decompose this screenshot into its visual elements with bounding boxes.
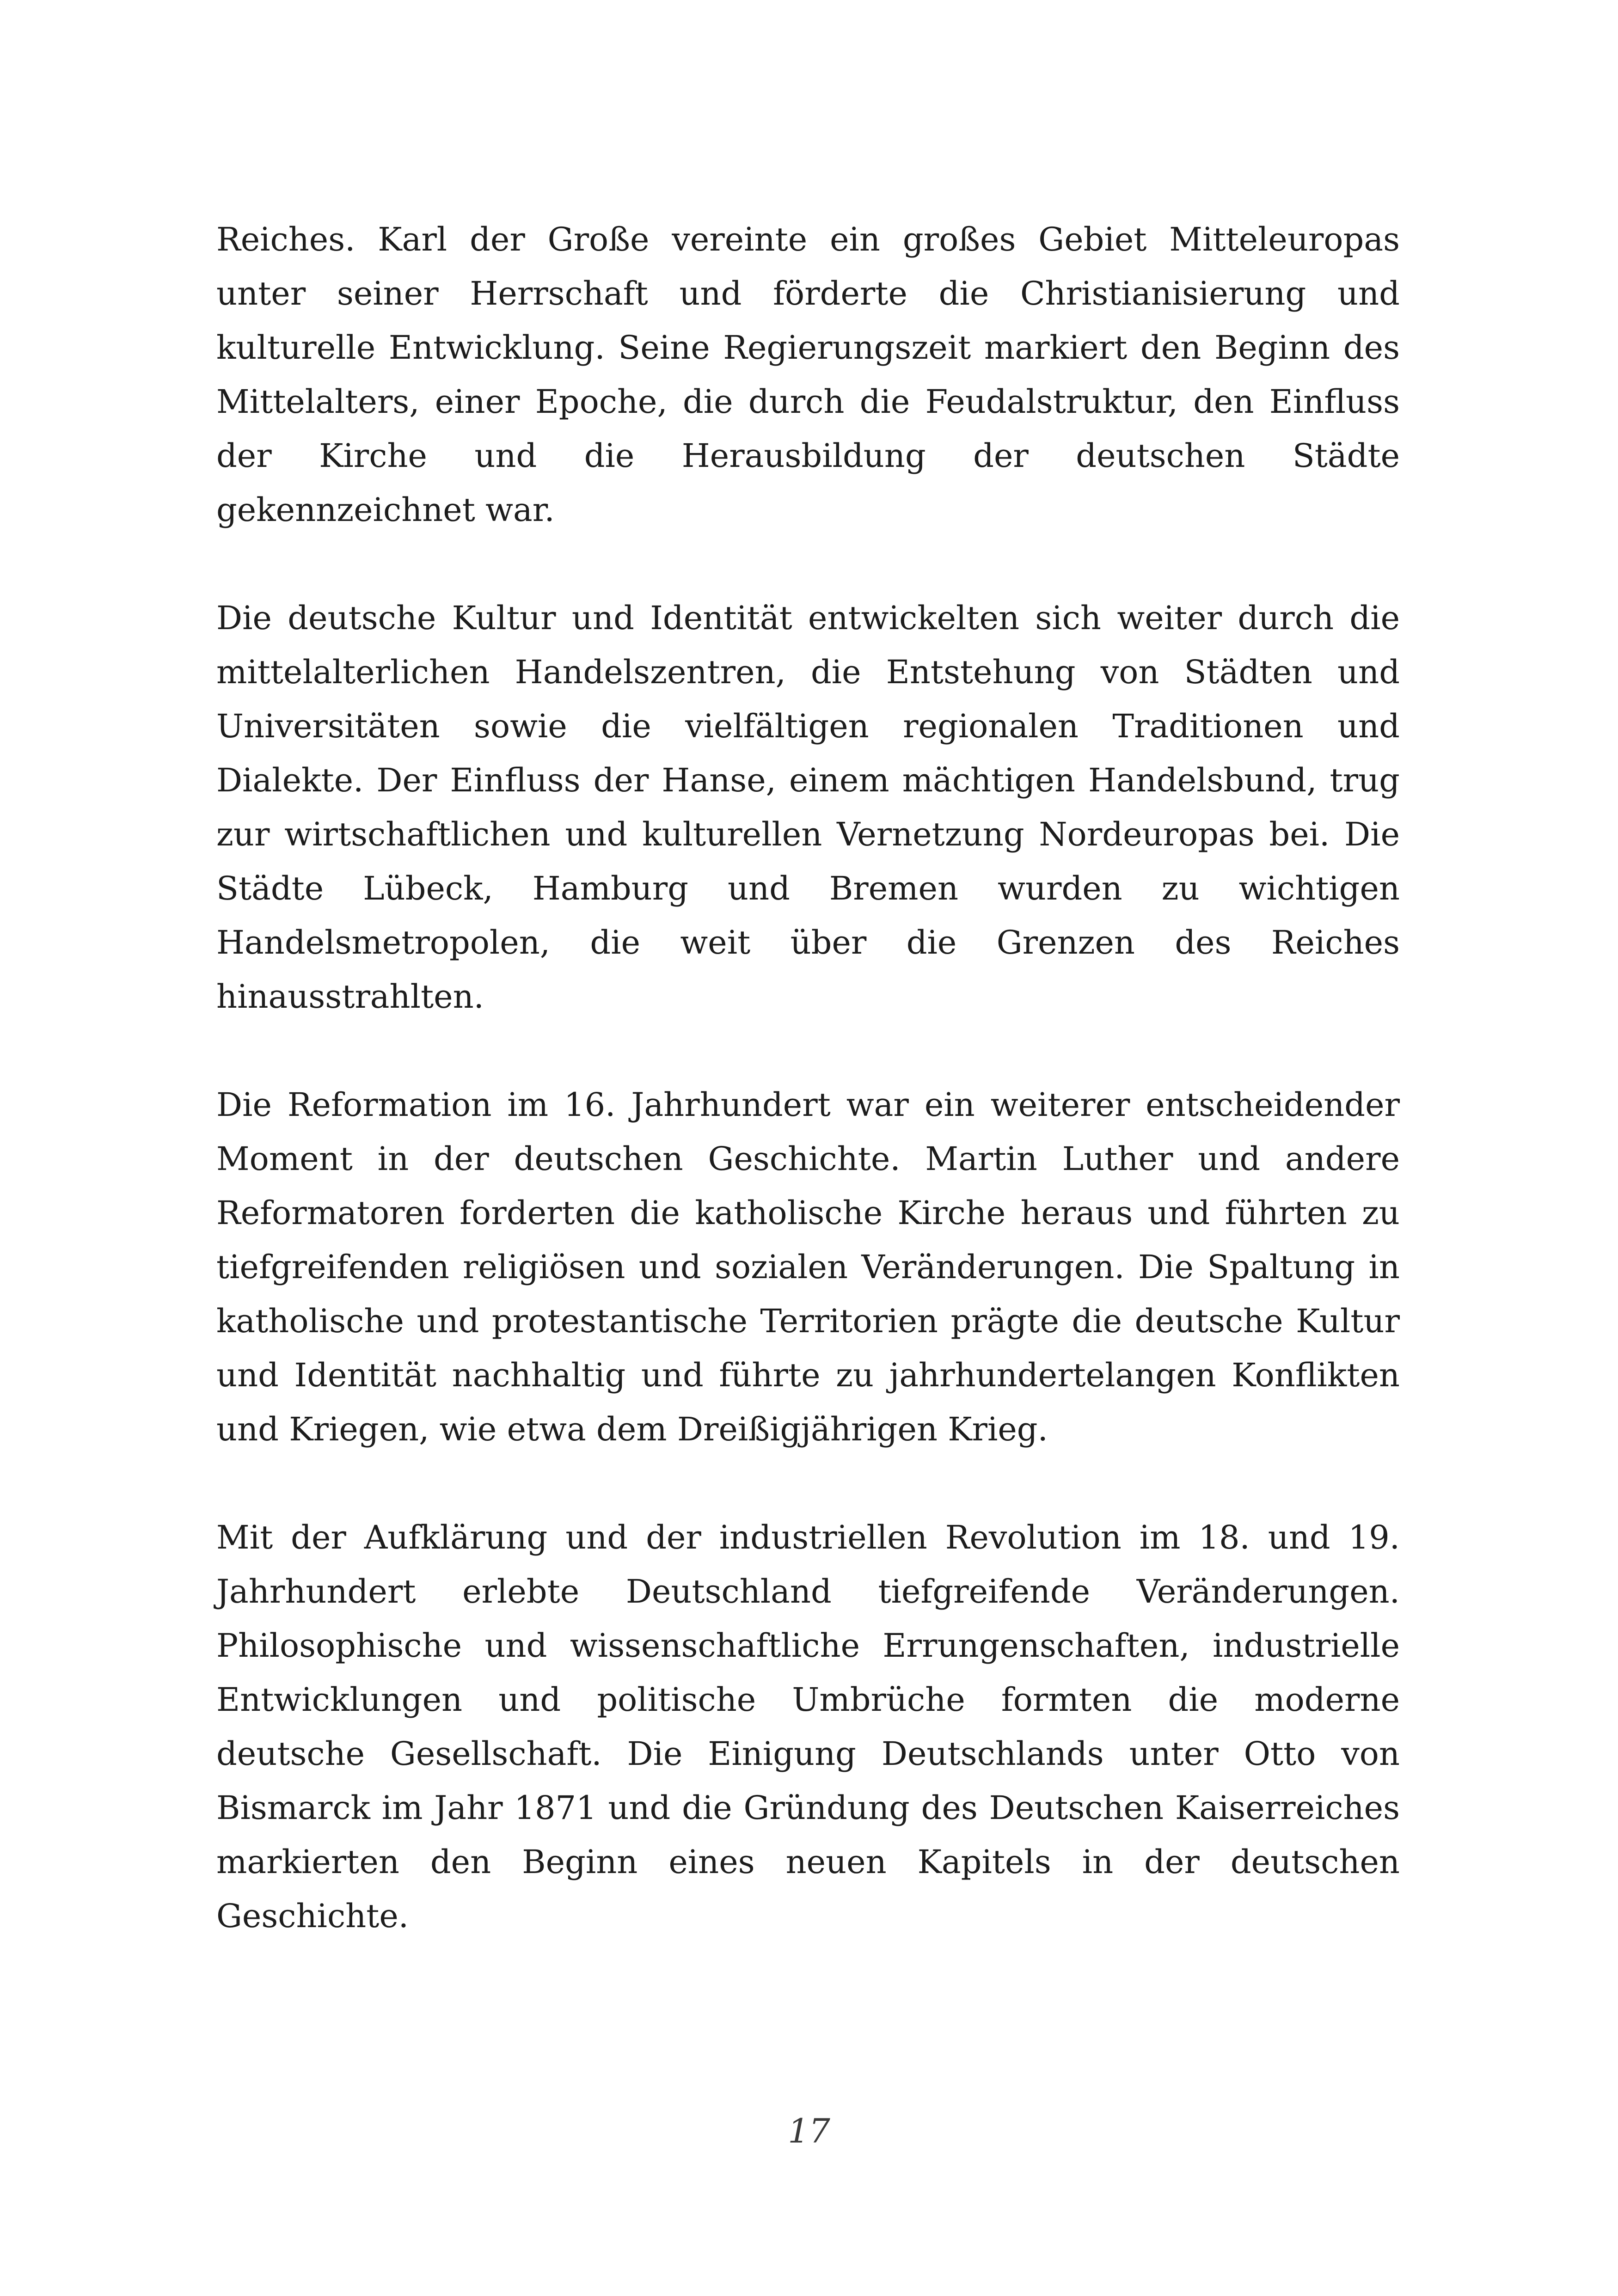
body-text	[216, 213, 1400, 1943]
paragraph-reformation: Die Reformation im 16. Jahrhundert war ein weiterer entscheidender Moment in der deutschen Geschichte. Martin Luther und andere Reformatoren forderten die katholische Kirche heraus und führten zu tiefgreifenden religiösen und sozialen Veränderungen. Die Spaltung in katholische und protestantische Territorien prägte die deutsche Kultur und Identität nachhaltig und führte zu jahrhundertelangen Konflikten und Kriegen, wie etwa dem Dreißigjährigen Krieg.	[216, 1086, 1400, 1448]
paragraph-enlightenment: Mit der Aufklärung und der industriellen Revolution im 18. und 19. Jahrhundert erlebte Deutschland tiefgreifende Veränderungen. Philosophische und wissenschaftliche Errungenschaften, industrielle Entwicklungen und politische Umbrüche formten die moderne deutsche Gesellschaft. Die Einigung Deutschlands unter Otto von Bismarck im Jahr 1871 und die Gründung des Deutschen Kaiserreiches markierten den Beginn eines neuen Kapitels in der deutschen Geschichte.	[216, 1518, 1400, 1935]
paragraph-charlemagne: Reiches. Karl der Große vereinte ein großes Gebiet Mitteleuropas unter seiner Herrschaft und förderte die Christianisierung und kulturelle Entwicklung. Seine Regierungszeit markiert den Beginn des Mittelalters, einer Epoche, die durch die Feudalstruktur, den Einfluss der Kirche und die Herausbildung der deutschen Städte gekennzeichnet war.	[216, 220, 1400, 529]
paragraph-hanse: Die deutsche Kultur und Identität entwickelten sich weiter durch die mittelalterlichen Handelszentren, die Entstehung von Städten und Universitäten sowie die vielfältigen regionalen Traditionen und Dialekte. Der Einfluss der Hanse, einem mächtigen Handelsbund, trug zur wirtschaftlichen und kulturellen Vernetzung Nordeuropas bei. Die Städte Lübeck, Hamburg und Bremen wurden zu wichtigen Handelsmetropolen, die weit über die Grenzen des Reiches hinausstrahlten.	[216, 599, 1400, 1016]
page-number: 17	[788, 2112, 830, 2150]
